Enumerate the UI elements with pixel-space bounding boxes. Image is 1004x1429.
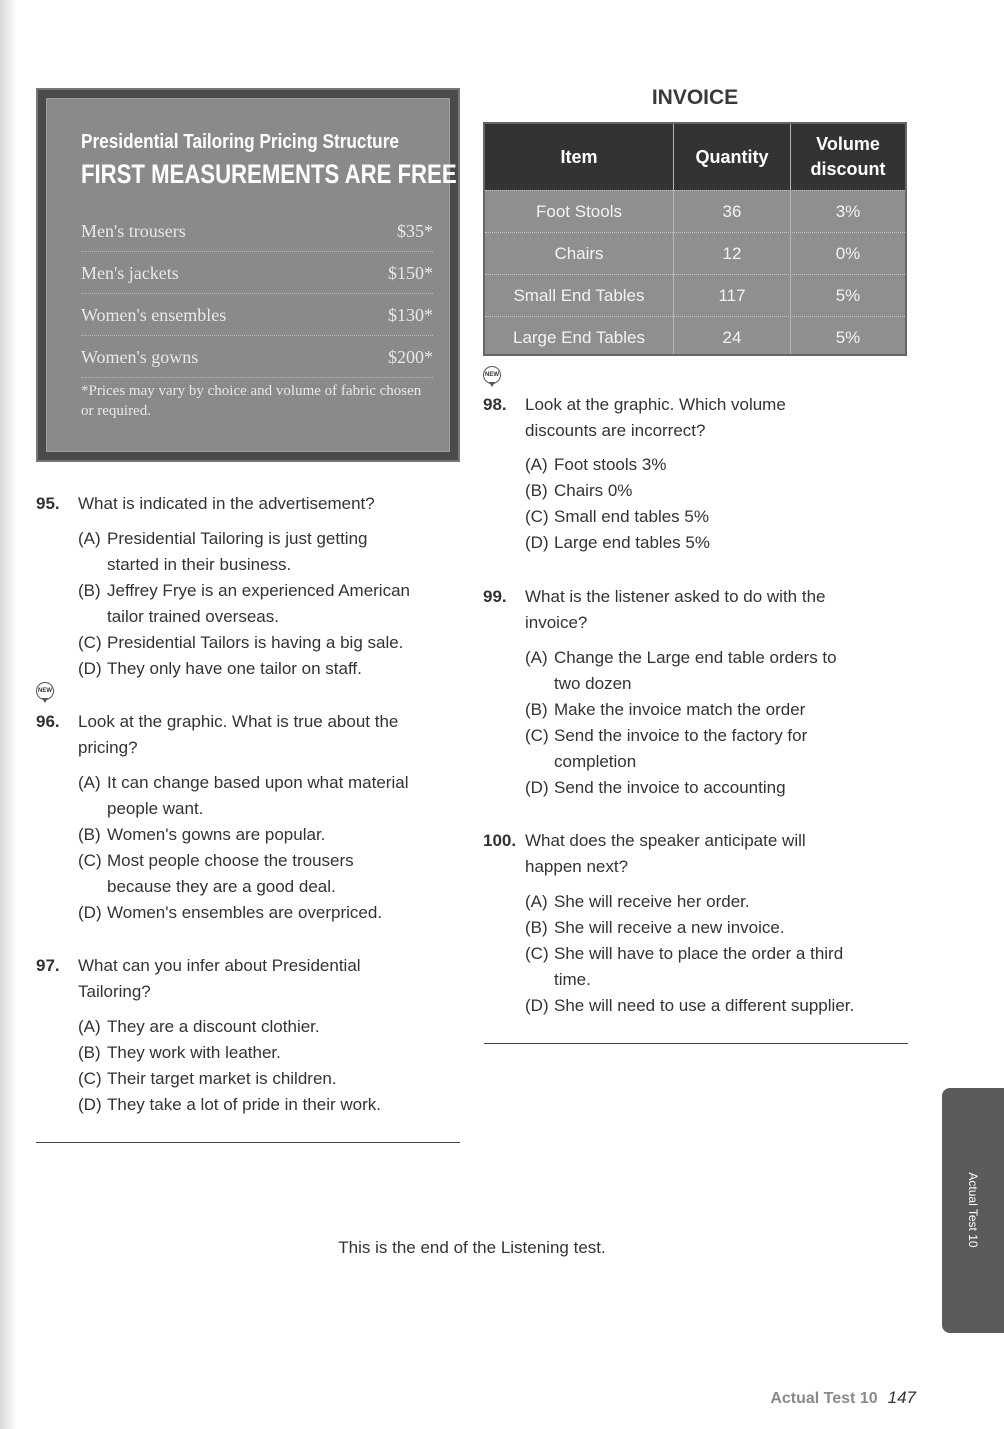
invoice-row (485, 316, 905, 359)
option-text: They only have one tailor on staff. (107, 659, 362, 678)
header-volume-discount: Volume discount (810, 134, 886, 179)
option-text: Women's gowns are popular. (107, 825, 326, 844)
question-number: 97. (36, 956, 60, 975)
side-tab-label: Actual Test 10 (966, 1172, 980, 1248)
option-letter: (D) (78, 903, 102, 922)
price-row (81, 253, 433, 294)
option-text-continued: completion (554, 752, 637, 771)
option-letter: (C) (78, 851, 102, 870)
cell-discount: 5% (835, 286, 861, 305)
invoice-header-row (485, 124, 905, 190)
question-number: 98. (483, 395, 507, 414)
option-text: Chairs 0% (554, 481, 633, 500)
option-letter: (C) (525, 507, 549, 526)
question-stem: What can you infer about Presidential (78, 956, 361, 975)
option-text-continued: tailor trained overseas. (107, 607, 279, 626)
cell-discount: 0% (835, 244, 861, 263)
invoice-row (485, 190, 905, 233)
section-divider (36, 1142, 460, 1143)
option-letter: (A) (78, 529, 101, 548)
pricing-advertisement (36, 88, 460, 462)
option-letter: (A) (525, 892, 548, 911)
page-footer (770, 1388, 916, 1408)
invoice-table (483, 122, 907, 356)
price-item-value: $130* (388, 305, 433, 325)
cell-quantity: 24 (722, 328, 742, 347)
option-letter: (D) (78, 1095, 102, 1114)
invoice-row (485, 232, 905, 275)
option-text: Women's ensembles are overpriced. (107, 903, 383, 922)
question-number: 99. (483, 587, 507, 606)
option-text: Presidential Tailoring is just getting (107, 529, 368, 548)
option-letter: (D) (525, 778, 549, 797)
option-letter: (D) (525, 533, 549, 552)
price-item-value: $35* (397, 221, 433, 241)
price-item-value: $150* (388, 263, 433, 283)
option-text: Send the invoice to accounting (554, 778, 786, 797)
question-stem-continued: pricing? (78, 738, 138, 757)
option-text: She will receive her order. (554, 892, 750, 911)
cell-discount: 3% (835, 202, 861, 221)
option-text: Presidential Tailors is having a big sale. (107, 633, 404, 652)
option-text-continued: started in their business. (107, 555, 292, 574)
cell-item: Small End Tables (513, 286, 645, 305)
option-letter: (B) (78, 581, 101, 600)
option-letter: (B) (78, 1043, 101, 1062)
footer-label: Actual Test 10 (770, 1390, 878, 1407)
question-stem-continued: discounts are incorrect? (525, 421, 706, 440)
price-row (81, 337, 433, 378)
question-stem: What is indicated in the advertisement? (78, 494, 375, 513)
question-number: 96. (36, 712, 60, 731)
price-item-name: Men's jackets (81, 263, 179, 283)
option-text: Make the invoice match the order (554, 700, 806, 719)
side-tab (942, 1088, 1004, 1333)
price-item-value: $200* (388, 347, 433, 367)
option-letter: (D) (78, 659, 102, 678)
advertisement-note: *Prices may vary by choice and volume of fabric chosen or required. (81, 383, 422, 419)
question-stem: What is the listener asked to do with the (525, 587, 826, 606)
option-text: Most people choose the trousers (107, 851, 354, 870)
option-letter: (A) (525, 455, 548, 474)
option-letter: (C) (525, 944, 549, 963)
option-text: It can change based upon what material (107, 773, 409, 792)
option-text-continued: because they are a good deal. (107, 877, 336, 896)
option-text: Jeffrey Frye is an experienced American (107, 581, 410, 600)
advertisement-panel (46, 98, 457, 452)
option-text: Their target market is children. (107, 1069, 337, 1088)
option-text: She will have to place the order a third (554, 944, 844, 963)
option-text: Send the invoice to the factory for (554, 726, 808, 745)
column-divider (790, 124, 791, 354)
cell-quantity: 12 (722, 244, 742, 263)
option-text-continued: people want. (107, 799, 204, 818)
question-stem: Look at the graphic. Which volume (525, 395, 786, 414)
price-item-name: Women's ensembles (81, 305, 227, 325)
cell-quantity: 36 (722, 202, 742, 221)
page-number: 147 (887, 1388, 916, 1407)
option-letter: (D) (525, 996, 549, 1015)
option-text: Foot stools 3% (554, 455, 667, 474)
cell-discount: 5% (835, 328, 861, 347)
cell-item: Foot Stools (536, 202, 622, 221)
option-text: Small end tables 5% (554, 507, 709, 526)
question-stem-continued: Tailoring? (78, 982, 151, 1001)
option-text: She will receive a new invoice. (554, 918, 785, 937)
cell-item: Chairs (554, 244, 604, 263)
question-number: 100. (483, 831, 517, 850)
option-letter: (C) (525, 726, 549, 745)
question-stem-continued: invoice? (525, 613, 588, 632)
option-text: Change the Large end table orders to (554, 648, 837, 667)
advertisement-title: Presidential Tailoring Pricing Structure (81, 131, 399, 153)
option-letter: (C) (78, 633, 102, 652)
option-text: She will need to use a different supplier. (554, 996, 855, 1015)
invoice-title: INVOICE (651, 86, 739, 109)
option-letter: (B) (525, 700, 548, 719)
question-stem-continued: happen next? (525, 857, 629, 876)
option-letter: (B) (525, 918, 548, 937)
cell-item: Large End Tables (512, 328, 645, 347)
price-item-name: Men's trousers (81, 221, 186, 241)
option-text-continued: time. (554, 970, 591, 989)
advertisement-headline: FIRST MEASUREMENTS ARE FREE (81, 159, 457, 189)
header-quantity: Quantity (695, 146, 769, 167)
option-text: Large end tables 5% (554, 533, 710, 552)
price-item-name: Women's gowns (81, 347, 199, 367)
option-letter: (B) (78, 825, 101, 844)
option-text: They work with leather. (107, 1043, 281, 1062)
price-row (81, 295, 433, 336)
option-letter: (A) (78, 773, 101, 792)
option-letter: (A) (78, 1017, 101, 1036)
option-letter: (C) (78, 1069, 102, 1088)
new-badge-icon: NEW (36, 682, 54, 700)
new-badge-icon: NEW (483, 366, 501, 384)
invoice-row (485, 274, 905, 317)
question-number: 95. (36, 494, 60, 513)
option-text: They take a lot of pride in their work. (107, 1095, 382, 1114)
option-text-continued: two dozen (554, 674, 632, 693)
price-row (81, 211, 433, 252)
question-stem: What does the speaker anticipate will (525, 831, 806, 850)
cell-quantity: 117 (718, 286, 746, 305)
end-of-test-text: This is the end of the Listening test. (338, 1238, 606, 1257)
option-letter: (B) (525, 481, 548, 500)
option-letter: (A) (525, 648, 548, 667)
section-divider (484, 1043, 908, 1044)
question-stem: Look at the graphic. What is true about the (78, 712, 399, 731)
option-text: They are a discount clothier. (107, 1017, 320, 1036)
page-gutter-shadow (0, 0, 16, 1429)
header-item: Item (560, 146, 598, 167)
column-divider (673, 124, 674, 354)
